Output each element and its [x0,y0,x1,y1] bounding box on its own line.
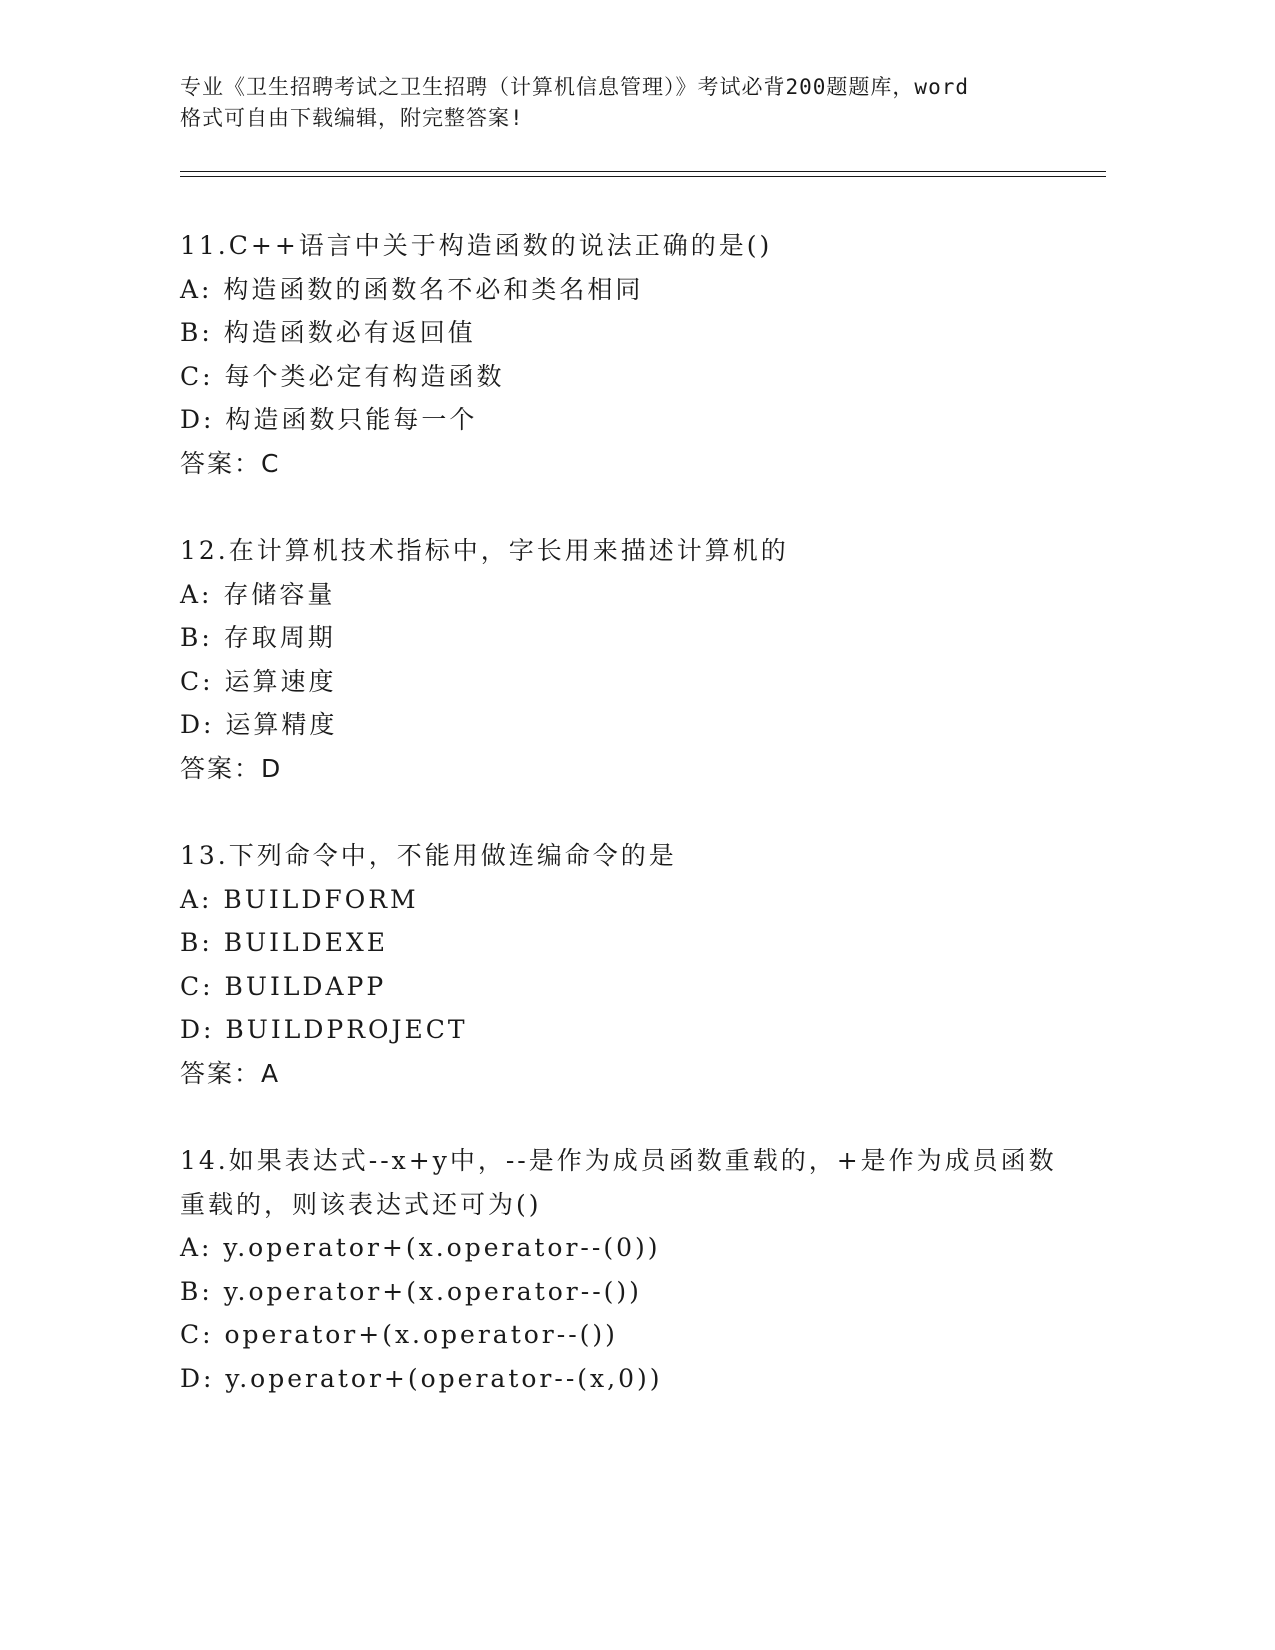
option-d: D: BUILDPROJECT [180,1015,468,1044]
option-a: A: BUILDFORM [180,884,419,914]
question-text: 13.下列命令中，不能用做连编命令的是 [180,841,677,870]
header-divider-top [180,171,1106,172]
option-b: B: 构造函数必有返回值 [180,318,476,347]
question-14 [180,1139,1060,1400]
header-title-line-1: 专业《卫生招聘考试之卫生招聘（计算机信息管理）》考试必背200题题库，word [180,75,969,99]
option-b: B: 存取周期 [180,623,336,652]
option-a: A: 存储容量 [180,579,336,609]
question-text: 11.C++语言中关于构造函数的说法正确的是() [180,231,773,260]
answer-line: 答案：D [180,753,283,783]
answer-line: 答案：C [180,448,281,478]
option-d: D: y.operator+(operator--(x,0)) [180,1363,663,1393]
question-13 [180,834,1060,1095]
header-divider-bottom [180,176,1106,177]
option-d: D: 构造函数只能每一个 [180,405,478,434]
option-b: B: y.operator+(x.operator--()) [180,1276,642,1306]
answer-line: 答案：A [180,1058,281,1088]
option-c: C: 运算速度 [180,666,337,696]
question-text: 14.如果表达式--x+y中，--是作为成员函数重载的，+是作为成员函数重载的，则该表达式还可为() [180,1146,1057,1219]
option-c: C: 每个类必定有构造函数 [180,361,505,391]
option-c: C: BUILDAPP [180,971,387,1001]
option-d: D: 运算精度 [180,710,338,739]
option-c: C: operator+(x.operator--()) [180,1320,618,1349]
question-11 [180,224,1060,485]
document-header [180,72,1060,134]
header-title-line-2: 格式可自由下载编辑，附完整答案! [180,106,524,130]
question-12 [180,529,1060,790]
question-text: 12.在计算机技术指标中，字长用来描述计算机的 [180,536,789,565]
option-a: A: y.operator+(x.operator--(0)) [180,1233,661,1262]
option-a: A: 构造函数的函数名不必和类名相同 [180,274,644,304]
option-b: B: BUILDEXE [180,928,388,957]
